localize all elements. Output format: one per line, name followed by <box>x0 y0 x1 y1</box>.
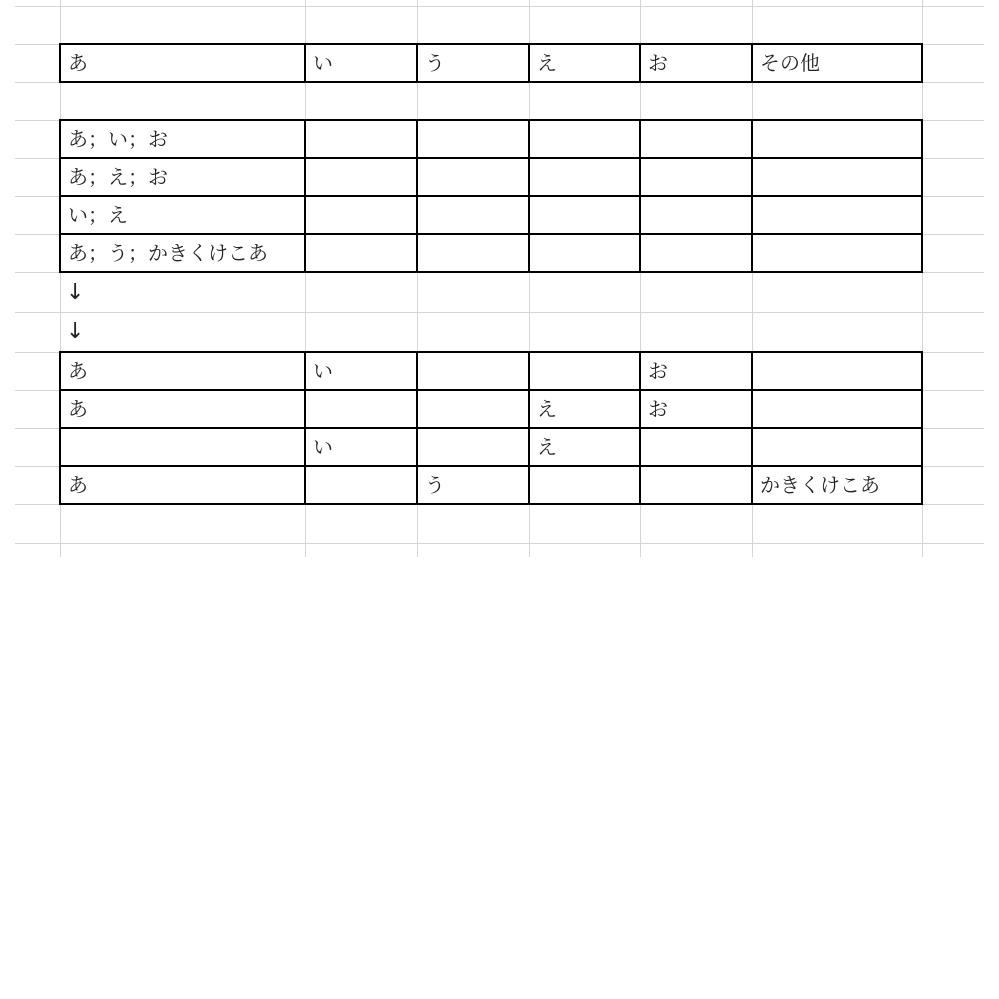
input-table-cell[interactable] <box>641 196 752 234</box>
input-table-cell[interactable] <box>753 120 922 158</box>
output-table-cell[interactable] <box>61 428 305 466</box>
output-table-cell[interactable] <box>418 352 529 390</box>
input-table-cell[interactable] <box>418 196 529 234</box>
output-table-cell[interactable] <box>306 390 417 428</box>
input-table-cell[interactable] <box>753 196 922 234</box>
input-table-cell[interactable] <box>641 234 752 272</box>
output-table-cell[interactable]: お <box>648 397 668 421</box>
output-table-cell[interactable] <box>753 352 922 390</box>
output-table-cell[interactable]: い <box>313 435 333 459</box>
input-table-cell[interactable] <box>418 158 529 196</box>
down-arrow: ↓ <box>66 280 85 305</box>
input-table-cell[interactable] <box>753 234 922 272</box>
output-table-cell[interactable] <box>418 428 529 466</box>
header-table-cell[interactable]: お <box>648 51 668 75</box>
output-table-cell[interactable] <box>530 466 640 504</box>
header-table-cell[interactable]: あ <box>68 51 88 75</box>
input-table-cell[interactable]: あ；い；お <box>68 127 168 151</box>
output-table-cell[interactable] <box>306 466 417 504</box>
output-table-cell[interactable] <box>530 352 640 390</box>
header-table-cell[interactable]: い <box>313 51 333 75</box>
input-table-cell[interactable] <box>753 158 922 196</box>
input-table-cell[interactable] <box>530 196 640 234</box>
output-table-cell[interactable]: お <box>648 359 668 383</box>
input-table-cell[interactable]: い；え <box>68 203 128 227</box>
down-arrow: ↓ <box>66 319 85 344</box>
output-table-cell[interactable]: い <box>313 359 333 383</box>
gridline-horizontal <box>15 6 984 7</box>
input-table-cell[interactable] <box>418 120 529 158</box>
output-table-cell[interactable] <box>418 390 529 428</box>
input-table-cell[interactable] <box>306 158 417 196</box>
output-table-cell[interactable]: う <box>425 473 445 497</box>
gridline-horizontal <box>15 312 984 313</box>
input-table-cell[interactable] <box>530 158 640 196</box>
input-table-cell[interactable] <box>641 158 752 196</box>
output-table-cell[interactable] <box>753 428 922 466</box>
output-table-cell[interactable]: え <box>537 435 557 459</box>
input-table-cell[interactable] <box>530 120 640 158</box>
output-table-cell[interactable]: え <box>537 397 557 421</box>
output-table-cell[interactable] <box>641 428 752 466</box>
input-table-cell[interactable] <box>641 120 752 158</box>
input-table-cell[interactable] <box>306 120 417 158</box>
input-table-cell[interactable] <box>306 196 417 234</box>
header-table-cell[interactable]: う <box>425 51 445 75</box>
header-table-cell[interactable]: その他 <box>760 51 820 75</box>
output-table-cell[interactable]: あ <box>68 473 88 497</box>
output-table-cell[interactable] <box>641 466 752 504</box>
input-table-cell[interactable]: あ；う；かきくけこあ <box>68 241 268 265</box>
output-table-cell[interactable]: あ <box>68 359 88 383</box>
gridline-horizontal <box>922 312 984 313</box>
input-table-cell[interactable]: あ；え；お <box>68 165 168 189</box>
gridline-horizontal <box>15 543 984 544</box>
input-table-cell[interactable] <box>530 234 640 272</box>
header-table-cell[interactable]: え <box>537 51 557 75</box>
input-table-cell[interactable] <box>306 234 417 272</box>
input-table-cell[interactable] <box>418 234 529 272</box>
output-table-cell[interactable]: あ <box>68 397 88 421</box>
output-table-cell[interactable] <box>753 390 922 428</box>
output-table-cell[interactable]: かきくけこあ <box>760 473 880 497</box>
